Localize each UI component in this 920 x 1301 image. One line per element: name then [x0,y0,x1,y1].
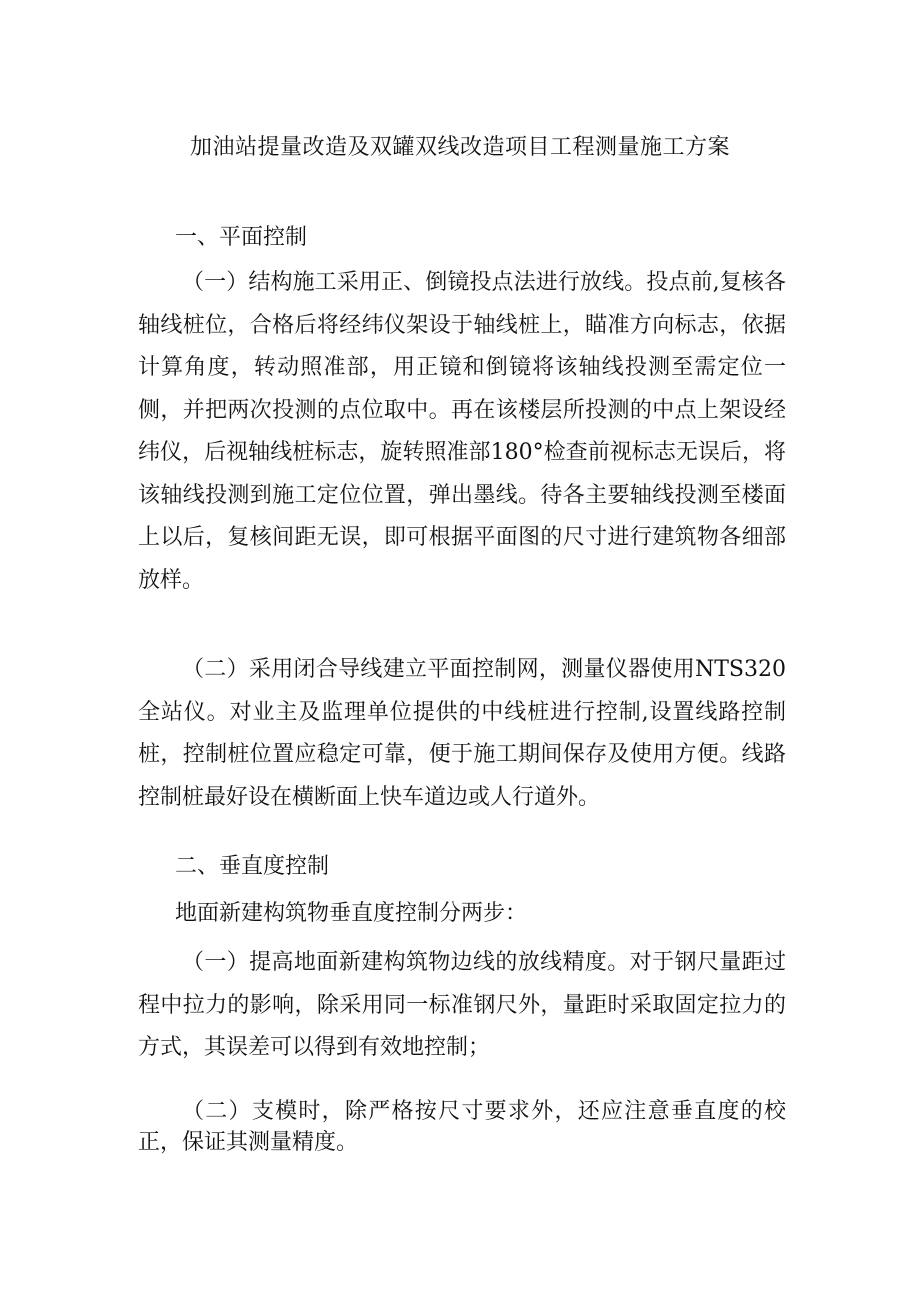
section-heading-plane-control: 一、平面控制 [175,225,308,250]
paragraph-verticality-intro: 地面新建构筑物垂直度控制分两步： [175,901,528,926]
paragraph-verticality-2: （二）支模时，除严格按尺寸要求外，还应注意垂直度的校正，保证其测量精度。 [138,1099,786,1155]
paragraph-plane-control-2: （二）采用闭合导线建立平面控制网，测量仪器使用NTS320全站仪。对业主及监理单位提供的中线桩进行控制,设置线路控制桩，控制桩位置应稳定可靠，便于施工期间保存及使用方便。线路控制桩最好设在横断面上快车道边或人行道外。 [138,657,786,810]
section-heading-verticality-control: 二、垂直度控制 [175,854,330,879]
paragraph-plane-control-1: （一）结构施工采用正、倒镜投点法进行放线。投点前,复核各轴线桩位，合格后将经纬仪架设于轴线桩上，瞄准方向标志，依据计算角度，转动照准部，用正镜和倒镜将该轴线投测至需定位一侧，并把两次投测的点位取中。再在该楼层所投测的中点上架设经纬仪，后视轴线桩标志，旋转照准部180°检查前视标志无误后，将该轴线投测到施工定位位置，弹出墨线。待各主要轴线投测至楼面上以后，复核间距无误，即可根据平面图的尺寸进行建筑物各细部放样。 [138,270,786,593]
document-title: 加油站提量改造及双罐双线改造项目工程测量施工方案 [189,135,730,160]
paragraph-verticality-1: （一）提高地面新建构筑物边线的放线精度。对于钢尺量距过程中拉力的影响，除采用同一标准钢尺外，量距时采取固定拉力的方式，其误差可以得到有效地控制； [138,950,786,1060]
